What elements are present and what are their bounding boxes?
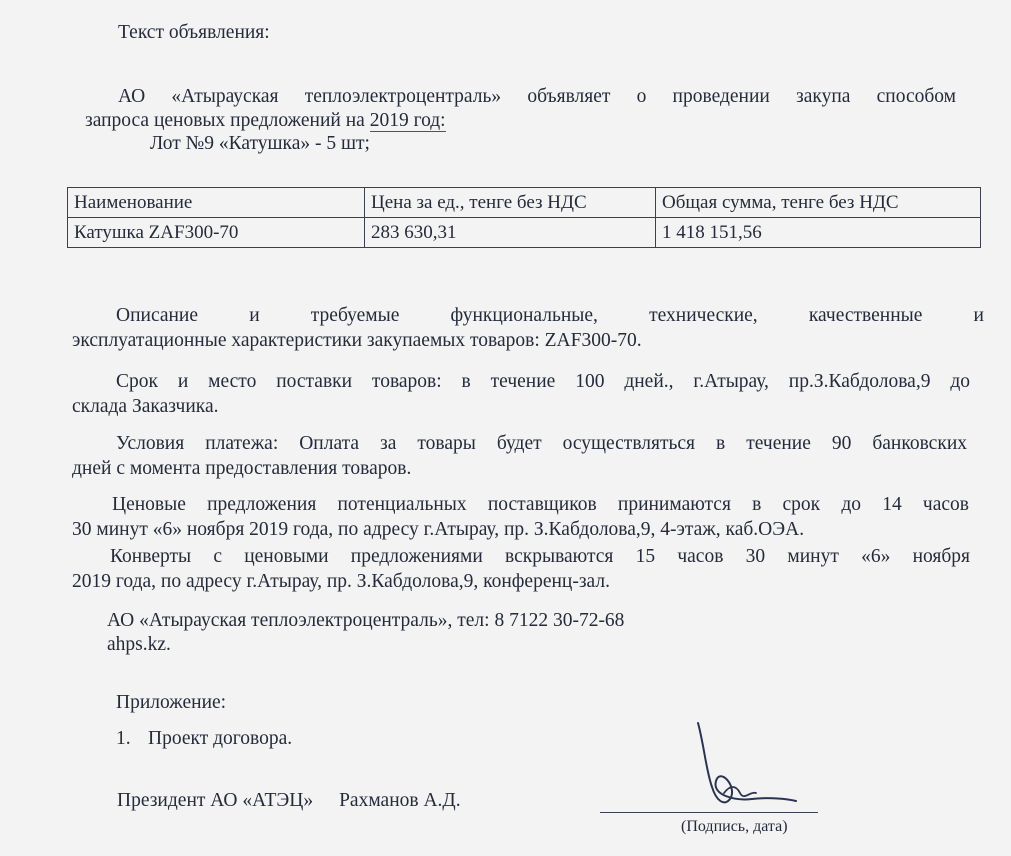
offers-line-1: Ценовые предложения потенциальных поставщиков принимаются в срок до 14 часов	[112, 494, 969, 515]
table-header-unit-price: Цена за ед., тенге без НДС	[365, 188, 656, 218]
table-cell-item: Катушка ZAF300-70	[68, 218, 365, 248]
intro-year: 2019 год:	[369, 110, 446, 131]
envelopes-line-2: 2019 года, по адресу г.Атырау, пр. З.Кабдолова,9, конференц-зал.	[72, 570, 610, 592]
table-cell-total: 1 418 151,56	[656, 218, 981, 248]
appendix-label: Приложение:	[116, 692, 227, 713]
announcement-heading: Текст объявления:	[118, 22, 270, 43]
envelopes-paragraph	[72, 545, 970, 594]
table-row	[68, 218, 981, 248]
signatory-position: Президент АО «АТЭЦ»	[117, 790, 314, 811]
description-paragraph	[72, 304, 984, 353]
company-website: ahps.kz.	[107, 634, 171, 655]
description-line-2: эксплуатационные характеристики закупаемых товаров: ZAF300-70.	[72, 329, 642, 351]
table-header-total: Общая сумма, тенге без НДС	[656, 188, 981, 218]
appendix-item-number: 1.	[116, 728, 131, 749]
payment-line-1: Условия платежа: Оплата за товары будет осуществляться в течение 90 банковских	[116, 433, 967, 454]
table-cell-unit-price: 283 630,31	[365, 218, 656, 248]
signatory-name: Рахманов А.Д.	[339, 790, 461, 811]
appendix-item-text: Проект договора.	[148, 728, 293, 749]
intro-line-1: АО «Атырауская теплоэлектроцентраль» объявляет о проведении закупа способом	[118, 86, 956, 107]
appendix-item	[116, 728, 292, 750]
delivery-paragraph	[72, 370, 970, 419]
delivery-line-1: Срок и место поставки товаров: в течение 100 дней., г.Атырау, пр.З.Кабдолова,9 до	[116, 371, 970, 392]
signature-caption: (Подпись, дата)	[681, 818, 788, 835]
offers-paragraph	[72, 493, 969, 542]
handwritten-signature	[690, 715, 800, 825]
signatory-line	[117, 790, 461, 812]
envelopes-line-1: Конверты с ценовыми предложениями вскрываются 15 часов 30 минут «6» ноября	[110, 546, 970, 567]
intro-line-2-prefix: запроса ценовых предложений на	[85, 110, 370, 131]
table-header-name: Наименование	[68, 188, 365, 218]
price-table	[67, 187, 981, 248]
payment-paragraph	[72, 432, 967, 481]
delivery-line-2: склада Заказчика.	[72, 395, 219, 417]
intro-line-2	[85, 110, 446, 132]
company-contacts: АО «Атырауская теплоэлектроцентраль», тел: 8 7122 30-72-68	[107, 610, 625, 631]
signature-line	[600, 812, 818, 813]
offers-line-2: 30 минут «6» ноября 2019 года, по адресу г.Атырау, пр. З.Кабдолова,9, 4-этаж, каб.ОЭА.	[72, 518, 805, 540]
table-header-row	[68, 188, 981, 218]
payment-line-2: дней с момента предоставления товаров.	[72, 457, 412, 479]
lot-title: Лот №9 «Катушка» - 5 шт;	[150, 133, 370, 154]
description-line-1: Описание и требуемые функциональные, технические, качественные и	[116, 305, 984, 326]
